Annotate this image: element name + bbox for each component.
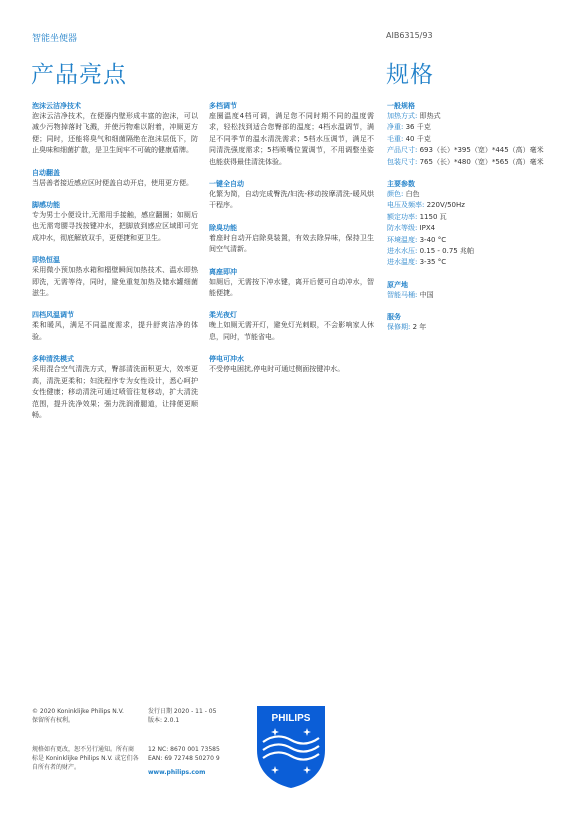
spec-label: 进水温度: [387, 258, 415, 267]
disclaimer-line: 规格如有更改，恕不另行通知。所有商: [32, 746, 135, 753]
spec-label: 产品尺寸: [387, 146, 415, 155]
feature-item: [32, 310, 198, 343]
feature-item: [209, 101, 374, 168]
spec-value: 1150 瓦: [419, 212, 447, 221]
spec-colon: :: [408, 323, 413, 332]
feature-item: [32, 200, 198, 244]
spec-row: [387, 111, 552, 122]
disclaimer-line: 自所有者的财产。: [32, 764, 81, 771]
spec-row: [387, 145, 552, 156]
feature-item: [209, 354, 374, 375]
spec-row: [387, 157, 552, 168]
spec-colon: :: [401, 190, 406, 199]
spec-label: 额定功率: [387, 212, 415, 221]
release-date: 发行日期 2020 - 11 - 05: [148, 708, 217, 715]
feature-title: 停电可冲水: [209, 355, 244, 364]
spec-colon: :: [415, 290, 420, 299]
spec-section-title: 主要参数: [387, 180, 415, 189]
disclaimer-line: 标是 Koninklijke Philips N.V. 或它们各: [32, 755, 139, 762]
feature-description: 采用混合空气清洗方式，臀部清洗面积更大，效率更高，清洗更柔和；妇洗程序专为女性设计，悉心呵护女性健康；移动清洗可通过喷管往复移动，扩大清洗范围，提升洗净效果；强力洗润滑腿道，让排便更顺畅。: [32, 365, 198, 419]
feature-title: 脚感功能: [32, 201, 60, 210]
specs-heading: 规格: [386, 62, 434, 88]
spec-value: 40 千克: [405, 134, 431, 143]
spec-section: [387, 179, 552, 269]
feature-description: 柔和暖风，满足不同温度需求，提升舒爽洁净的体验。: [32, 321, 198, 341]
spec-row: [387, 322, 552, 333]
spec-row: [387, 290, 552, 301]
spec-colon: :: [401, 123, 406, 132]
spec-value: 3-35 °C: [419, 258, 447, 267]
spec-label: 毛重: [387, 134, 401, 143]
feature-title: 除臭功能: [209, 223, 237, 232]
spec-colon: :: [415, 212, 420, 221]
spec-label: 防水等级: [387, 224, 415, 233]
product-codes: [148, 745, 238, 763]
feature-item: [32, 168, 198, 189]
spec-section-title: 服务: [387, 313, 401, 322]
spec-colon: :: [422, 201, 427, 210]
spec-label: 保修期: [387, 323, 408, 332]
features-column-2: [209, 101, 374, 387]
feature-description: 专为男士小便设计,无需用手接触，感应翻圈；如厕后也无需弯腰寻找按键冲水，把脚放到感应区域即可完成冲水，彻底解放双手，更便捷和更卫生。: [32, 211, 198, 242]
brand-wordmark: PHILIPS: [271, 713, 311, 724]
spec-value: 即热式: [419, 112, 441, 120]
spec-value: 3-40 °C: [419, 235, 447, 244]
spec-section-title: 原产地: [387, 280, 408, 289]
feature-item: [32, 255, 198, 299]
spec-label: 加热方式: [387, 112, 415, 120]
spec-colon: :: [415, 247, 420, 256]
spec-colon: :: [415, 258, 420, 267]
feature-title: 自动翻盖: [32, 168, 60, 177]
copyright-line: 保留所有权利。: [32, 717, 75, 724]
feature-item: [209, 179, 374, 212]
features-column-1: [32, 101, 198, 432]
spec-value: 693（长）*395（宽）*445（高）毫米: [419, 146, 544, 155]
spec-label: 进水水压: [387, 247, 415, 256]
feature-description: 着座时自动开启除臭装置，有效去除异味，保持卫生间空气清新。: [209, 233, 374, 254]
spec-label: 净重: [387, 123, 401, 132]
spec-row: [387, 257, 552, 268]
spec-section: [387, 101, 552, 168]
spec-label: 智能马桶: [387, 290, 415, 299]
spec-value: 中国: [419, 290, 434, 299]
feature-description: 如厕后，无需按下冲水键，离开后便可自动冲水，智能便捷。: [209, 277, 374, 298]
spec-colon: :: [415, 146, 420, 155]
website-link[interactable]: www.philips.com: [148, 769, 206, 776]
spec-value: 220V/50Hz: [426, 201, 465, 210]
spec-row: [387, 200, 552, 211]
copyright: [32, 707, 142, 725]
disclaimer: [32, 745, 142, 772]
spec-row: [387, 235, 552, 246]
spec-value: 0.15 - 0.75 兆帕: [419, 247, 474, 256]
feature-title: 泡沫云洁净技术: [32, 102, 81, 110]
ean-code: EAN: 69 72748 50270 9: [148, 755, 220, 762]
model-number: AIB6315/93: [386, 31, 433, 40]
spec-section-title: 一般规格: [387, 102, 415, 110]
feature-title: 多档调节: [209, 102, 237, 110]
spec-row: [387, 212, 552, 223]
feature-title: 多种清洗模式: [32, 355, 74, 364]
feature-title: 离座即冲: [209, 267, 237, 276]
feature-description: 不受停电困扰,停电时可通过侧面按键冲水。: [209, 365, 345, 374]
feature-description: 化繁为简，自动完成臀洗/妇洗-移动按摩清洗-暖风烘干程序。: [209, 190, 374, 210]
copyright-line: © 2020 Koninklijke Philips N.V.: [32, 708, 124, 715]
spec-value: 765（长）*480（宽）*565（高）毫米: [419, 157, 544, 166]
spec-label: 颜色: [387, 190, 401, 199]
feature-description: 当居善者接近感应区时便盖自动开启，使用更方便。: [32, 178, 193, 187]
spec-row: [387, 223, 552, 234]
feature-description: 泡沫云洁净技术，在便器内壁形成丰富的泡沫，可以减少污物掉落时飞溅，并使污物难以附着，冲厕更方便；同时，还能将臭气和细菌隔绝在泡沫层低下，防止臭味和细菌扩散，是卫生间牢不可破的健康盾牌。: [32, 112, 198, 155]
highlights-heading: 产品亮点: [31, 62, 127, 88]
nc-code: 12 NC: 8670 001 73585: [148, 746, 220, 753]
spec-value: 36 千克: [405, 123, 431, 132]
specs-column: [387, 101, 552, 345]
spec-colon: :: [415, 157, 420, 166]
feature-description: 采用微小预加热水箱和榴壁瞬间加热技术、温水即热即洗，无需等待，同时，避免重复加热及储水罐细菌滋生。: [32, 266, 198, 298]
spec-row: [387, 122, 552, 133]
spec-row: [387, 189, 552, 200]
spec-label: 包装尺寸: [387, 157, 415, 166]
product-category: 智能坐便器: [32, 34, 78, 44]
spec-label: 电压及频率: [387, 201, 422, 210]
spec-row: [387, 134, 552, 145]
feature-title: 一键全自动: [209, 180, 244, 189]
feature-title: 即热恒温: [32, 256, 60, 265]
feature-item: [209, 267, 374, 300]
feature-item: [32, 101, 198, 157]
feature-title: 四档风温调节: [32, 311, 74, 320]
feature-item: [209, 310, 374, 343]
spec-section: [387, 280, 552, 301]
feature-item: [32, 354, 198, 421]
spec-label: 环境温度: [387, 235, 415, 244]
spec-row: [387, 246, 552, 257]
version: 版本: 2.0.1: [148, 717, 180, 724]
spec-colon: :: [415, 112, 420, 120]
feature-item: [209, 223, 374, 256]
feature-description: 座圈温度4档可调，满足您不同时期不同的温度需求，轻松找到适合您臀部的温度；4档水温调节，满足不同季节的温水清洗需求；5档水压调节，满足不同清洗强度需求；5档喷嘴位置调节，不用调整坐姿也能获得最佳清洗体验。: [209, 112, 374, 166]
spec-colon: :: [415, 224, 420, 233]
spec-value: IPX4: [419, 224, 436, 233]
spec-value: 白色: [405, 190, 420, 199]
release-info: [148, 707, 238, 725]
spec-section: [387, 312, 552, 333]
feature-description: 晚上如厕无需开灯，避免灯光刺眼，不会影响家人休息，同时，节能省电。: [209, 321, 374, 341]
spec-colon: :: [415, 235, 420, 244]
spec-colon: :: [401, 134, 406, 143]
feature-title: 柔光夜灯: [209, 311, 237, 320]
spec-value: 2 年: [412, 323, 427, 332]
philips-shield-logo-icon: [253, 702, 329, 790]
